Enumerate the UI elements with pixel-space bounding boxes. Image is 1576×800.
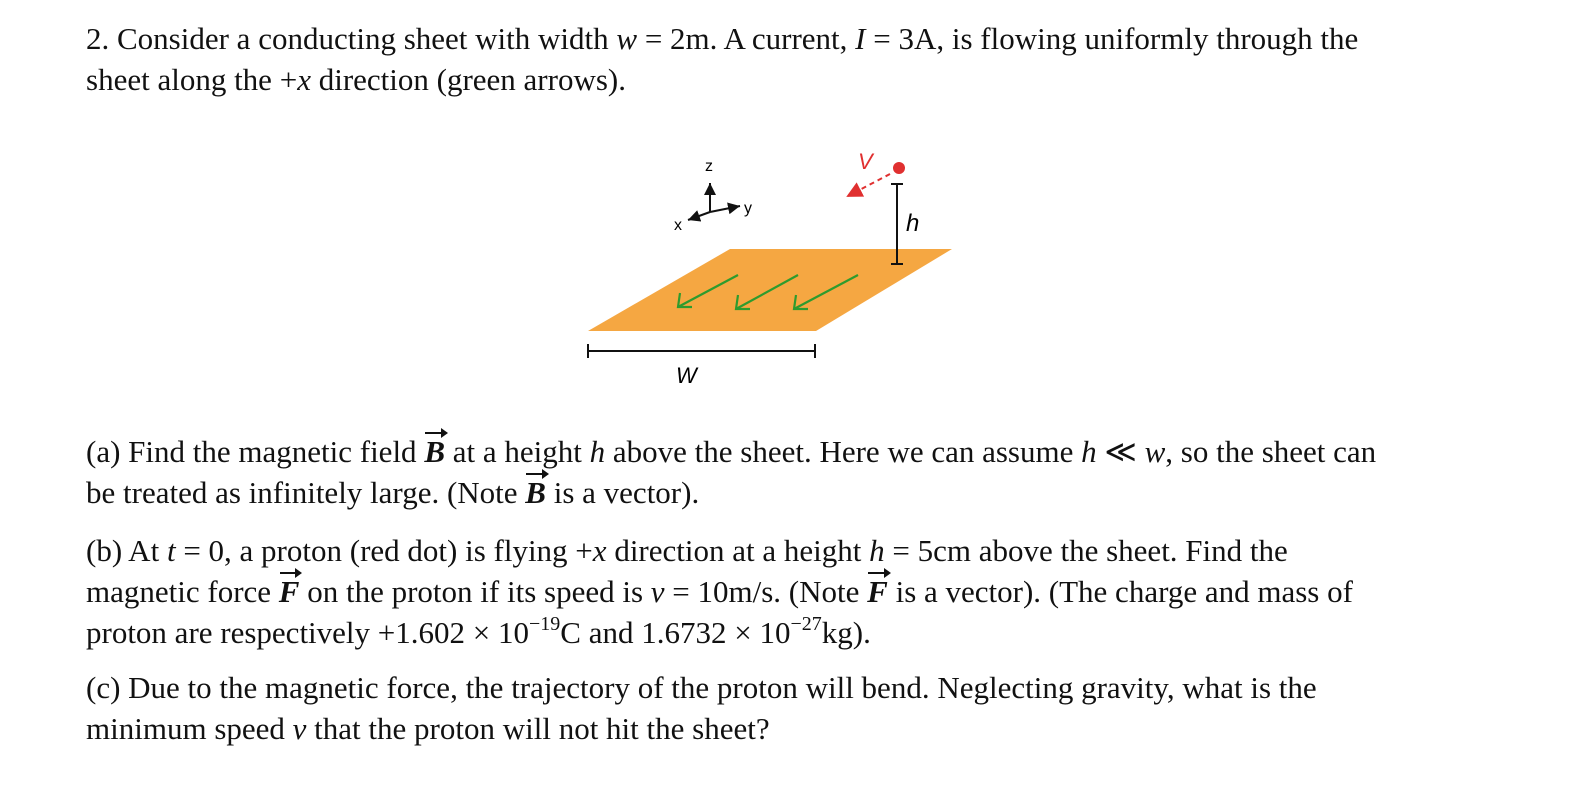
- width-marker: [588, 344, 815, 358]
- part-a: [86, 431, 1526, 513]
- y-axis-label: y: [744, 200, 752, 217]
- part-b-text: = 10m/s. (Note: [664, 574, 868, 609]
- intro-text: sheet along the +: [86, 62, 298, 97]
- part-a-text: above the sheet. Here we can assume: [605, 434, 1082, 469]
- v-symbol: v: [650, 574, 665, 609]
- x-axis-label: x: [674, 217, 682, 234]
- part-b-text: kg).: [821, 615, 871, 650]
- part-a-text: at a height: [445, 434, 590, 469]
- height-label: h: [906, 210, 920, 237]
- t-symbol: t: [166, 533, 176, 568]
- problem-intro: [86, 18, 1526, 100]
- intro-text: direction (green arrows).: [310, 62, 626, 97]
- part-a-text: be treated as infinitely large. (Note: [86, 475, 526, 510]
- part-a-text: is a vector).: [545, 475, 700, 510]
- part-c-text: minimum speed: [86, 711, 293, 746]
- part-b-text: is a vector). (The charge and mass of: [887, 574, 1353, 609]
- v-symbol: v: [292, 711, 307, 746]
- x-symbol: x: [297, 62, 311, 97]
- part-a-text: ≪: [1096, 434, 1145, 469]
- part-b-text: proton are respectively +1.602 × 10: [86, 615, 530, 650]
- intro-text: = 2m. A current,: [637, 21, 856, 56]
- part-b-text: (b) At: [86, 533, 167, 568]
- h-symbol: h: [1081, 434, 1097, 469]
- part-a-text: (a) Find the magnetic field: [86, 434, 425, 469]
- intro-text: = 3A, is flowing uniformly through the: [865, 21, 1359, 56]
- velocity-arrow: [848, 174, 890, 196]
- y-axis: [710, 206, 740, 212]
- b-vector: B: [424, 431, 445, 472]
- part-b-text: on the proton if its speed is: [299, 574, 651, 609]
- part-b-text: direction at a height: [606, 533, 870, 568]
- part-c-text: (c) Due to the magnetic force, the trajectory of the proton will bend. Neglecting gravity, what is the: [86, 670, 1317, 705]
- width-label: W: [676, 363, 697, 388]
- axes-indicator: [674, 158, 752, 234]
- proton-dot: [893, 162, 905, 174]
- part-a-text: , so the sheet can: [1165, 434, 1377, 469]
- part-b-text: = 0, a proton (red dot) is flying +: [175, 533, 593, 568]
- h-symbol: h: [589, 434, 606, 469]
- conducting-sheet-figure: [560, 145, 980, 395]
- b-vector: B: [525, 472, 546, 513]
- w-symbol: w: [1144, 434, 1166, 469]
- exponent: −27: [790, 612, 822, 635]
- h-symbol: h: [869, 533, 885, 568]
- part-c: [86, 667, 1526, 749]
- part-c-text: that the proton will not hit the sheet?: [306, 711, 770, 746]
- part-b-text: magnetic force: [86, 574, 279, 609]
- f-vector: F: [279, 571, 300, 612]
- current-symbol: I: [855, 21, 866, 56]
- velocity-label: V: [858, 149, 873, 174]
- exponent: −19: [529, 612, 561, 635]
- intro-text: 2. Consider a conducting sheet with width: [86, 21, 617, 56]
- x-symbol: x: [592, 533, 607, 568]
- z-axis-label: z: [705, 158, 713, 175]
- part-b-text: = 5cm above the sheet. Find the: [884, 533, 1288, 568]
- part-b: [86, 530, 1526, 653]
- f-vector: F: [867, 571, 888, 612]
- x-axis: [688, 212, 710, 220]
- part-b-text: C and 1.6732 × 10: [560, 615, 791, 650]
- width-symbol: w: [616, 21, 638, 56]
